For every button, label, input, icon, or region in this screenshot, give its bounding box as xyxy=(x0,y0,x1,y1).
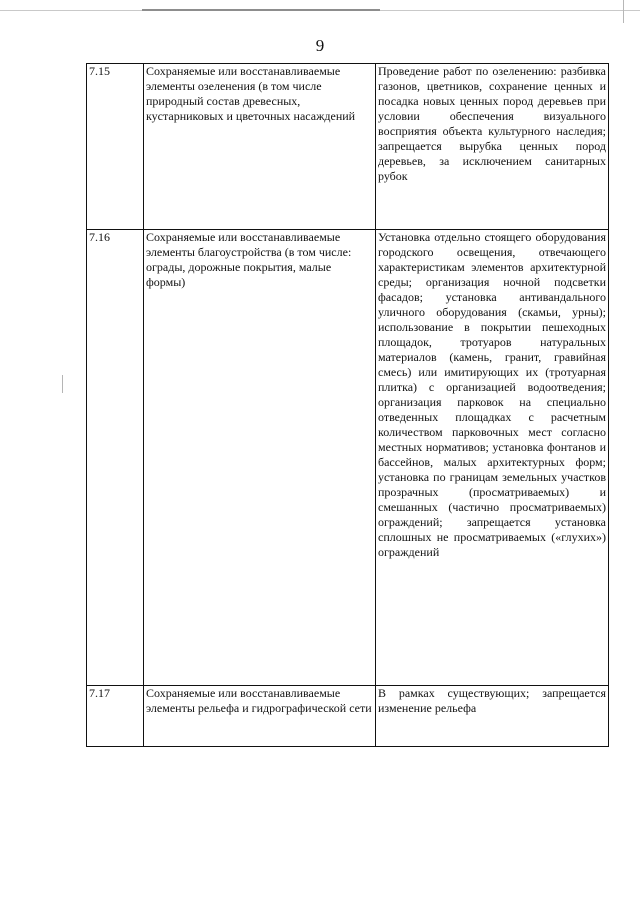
scan-edge-mark xyxy=(623,0,624,23)
row-number-cell xyxy=(87,686,144,747)
scan-artifact-mark xyxy=(62,375,63,393)
row-number: 7.16 xyxy=(89,230,110,244)
element-description-cell xyxy=(144,64,376,230)
requirements-cell xyxy=(376,64,609,230)
requirements-text: Установка отдельно стоящего оборудования городского освещения, отвечающего характеристикам элементов архитектурной среды; организация ночной подсветки фасадов; установка антивандального уличного оборудования (скамьи, урны); использование в покрытии пешеходных площадок, тротуаров натуральных материалов (камень, гранит, гравийная смесь) или имитирующих их (тротуарная плитка) с организацией водоотведения; организация парковок на специально отведенных площадках с расчетным количеством парковочных мест согласно местных нормативов; установка фонтанов и бассейнов, малых архитектурных форм; установка по границам земельных участков прозрачных (просматриваемых) и смешанных (частично просматриваемых) ограждений; запрещается установка сплошных не просматриваемых («глухих») ограждений xyxy=(378,230,606,559)
document-table xyxy=(86,63,609,747)
page-number: 9 xyxy=(315,36,325,55)
element-description-cell xyxy=(144,230,376,686)
element-description: Сохраняемые или восстанавливаемые элементы озеленения (в том числе природный состав древесных, кустарниковых и цветочных насаждений xyxy=(146,64,356,123)
top-scan-rule xyxy=(0,10,640,11)
element-description: Сохраняемые или восстанавливаемые элементы благоустройства (в том числе: ограды, дорожные покрытия, малые формы) xyxy=(146,230,352,289)
row-number: 7.17 xyxy=(89,686,110,700)
requirements-text: В рамках существующих; запрещается изменение рельефа xyxy=(378,686,606,715)
requirements-cell xyxy=(376,686,609,747)
element-description: Сохраняемые или восстанавливаемые элементы рельефа и гидрографической сети xyxy=(146,686,372,715)
row-number-cell xyxy=(87,230,144,686)
requirements-cell xyxy=(376,230,609,686)
requirements-text: Проведение работ по озеленению: разбивка газонов, цветников, сохранение ценных и посадка новых ценных пород деревьев при условии обеспечения визуального восприятия объекта культурного наследия; запрещается вырубка ценных пород деревьев, за исключением санитарных рубок xyxy=(378,64,606,183)
table-row xyxy=(87,230,609,686)
element-description-cell xyxy=(144,686,376,747)
row-number-cell xyxy=(87,64,144,230)
table-row xyxy=(87,64,609,230)
table-row xyxy=(87,686,609,747)
row-number: 7.15 xyxy=(89,64,110,78)
